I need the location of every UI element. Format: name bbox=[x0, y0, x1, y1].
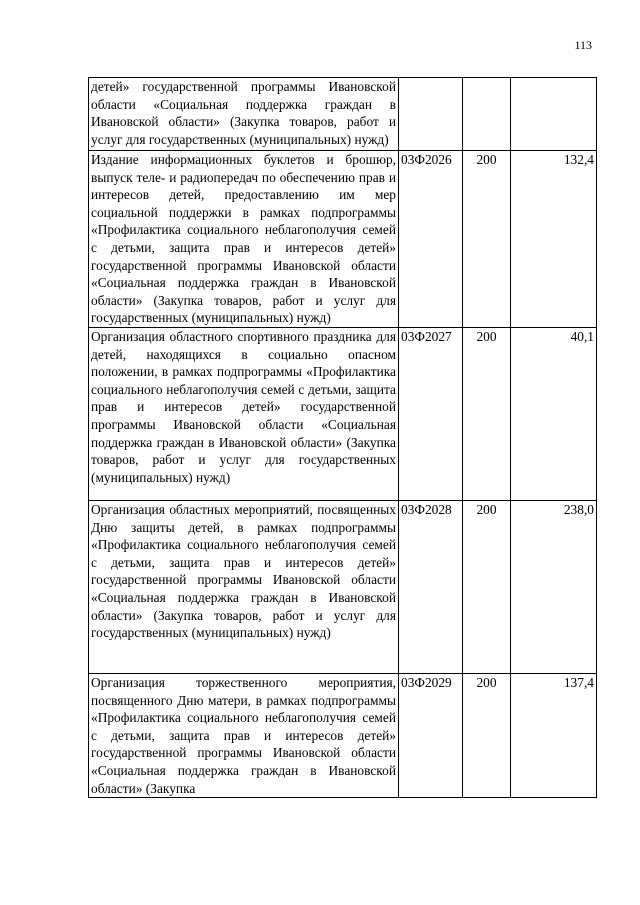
expense-name-cell: Издание информационных буклетов и брошюр, выпуск теле- и радиопередач по обеспечению прав и интересов детей, предоставлению им мер социальной поддержки в рамках подпрограммы «Профилактика социального неблагополучия семей с детьми, защита прав и интересов детей» государственной программы Ивановской области «Социальная поддержка граждан в Ивановской области» (Закупка товаров, работ и услуг для государственных (муниципальных) нужд) bbox=[89, 151, 399, 328]
target-code-cell: 03Ф2029 bbox=[399, 673, 463, 797]
table-row bbox=[89, 78, 597, 151]
expense-name-cell: Организация торжественного мероприятия, посвященного Дню матери, в рамках подпрограммы «Профилактика социального неблагополучия семей с детьми, защита прав и интересов детей» государственной программы Ивановской области «Социальная поддержка граждан в Ивановской области» (Закупка bbox=[89, 673, 399, 797]
expense-name-cell: Организация областных мероприятий, посвященных Дню защиты детей, в рамках подпрограммы «Профилактика социального неблагополучия семей с детьми, защита прав и интересов детей» государственной программы Ивановской области «Социальная поддержка граждан в Ивановской области» (Закупка товаров, работ и услуг для государственных (муниципальных) нужд) bbox=[89, 500, 399, 673]
expense-name-cell: детей» государственной программы Ивановской области «Социальная поддержка граждан в Ивановской области» (Закупка товаров, работ и услуг для государственных (муниципальных) нужд) bbox=[89, 78, 399, 151]
table-row bbox=[89, 500, 597, 673]
budget-table bbox=[88, 77, 597, 798]
target-code-cell: 03Ф2026 bbox=[399, 151, 463, 328]
expense-type-cell: 200 bbox=[463, 151, 511, 328]
target-code-cell: 03Ф2027 bbox=[399, 327, 463, 500]
expense-type-cell: 200 bbox=[463, 500, 511, 673]
amount-cell: 238,0 bbox=[511, 500, 597, 673]
amount-cell: 137,4 bbox=[511, 673, 597, 797]
amount-cell: 132,4 bbox=[511, 151, 597, 328]
expense-type-cell: 200 bbox=[463, 327, 511, 500]
table-row bbox=[89, 327, 597, 500]
page-number: 113 bbox=[574, 38, 592, 52]
expense-type-cell: 200 bbox=[463, 673, 511, 797]
target-code-cell bbox=[399, 78, 463, 151]
table-row bbox=[89, 673, 597, 797]
table-row bbox=[89, 151, 597, 328]
target-code-cell: 03Ф2028 bbox=[399, 500, 463, 673]
amount-cell: 40,1 bbox=[511, 327, 597, 500]
expense-type-cell bbox=[463, 78, 511, 151]
amount-cell bbox=[511, 78, 597, 151]
expense-name-cell: Организация областного спортивного праздника для детей, находящихся в социально опасном положении, в рамках подпрограммы «Профилактика социального неблагополучия семей с детьми, защита прав и интересов детей» государственной программы Ивановской области «Социальная поддержка граждан в Ивановской области» (Закупка товаров, работ и услуг для государственных (муниципальных) нужд) bbox=[89, 327, 399, 500]
